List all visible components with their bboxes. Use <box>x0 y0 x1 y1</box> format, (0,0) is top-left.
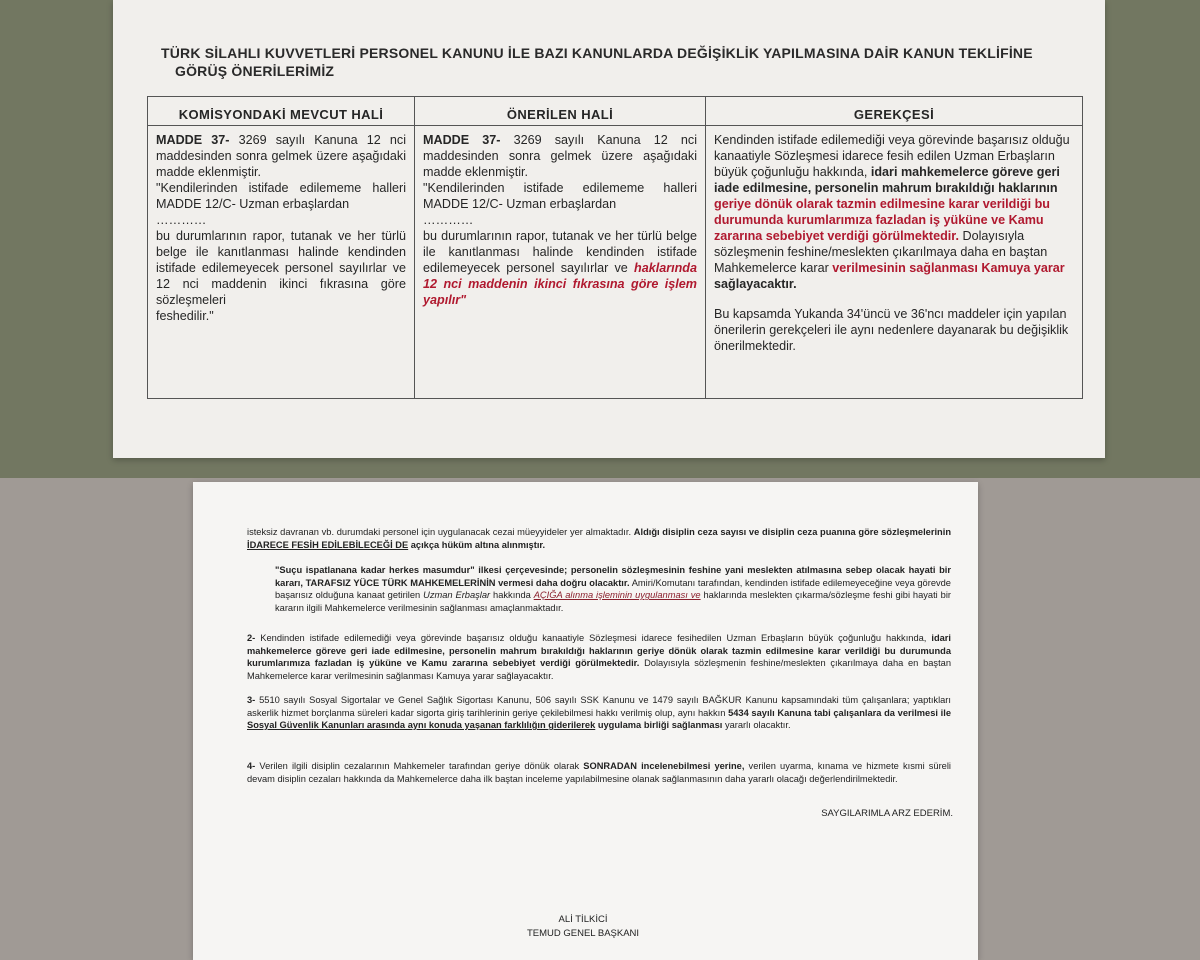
p2-number: 2- <box>247 633 256 643</box>
header-proposed-state: ÖNERİLEN HALİ <box>415 97 706 126</box>
p0-text-3: İDARECE FESİH EDİLEBİLECEĞİ DE <box>247 539 409 550</box>
p2-text-2: idari mahkemelerce göreve geri iade edilmesine, personelin mahrum bırakıldığı haklarının geriye dönük olarak tazmin edilmesine karar verildiği bu durumunda kurumlarımıza fazladan iş yüküne ve Kamu zararına sebebiyet verdiği görülmektedir. <box>247 633 951 668</box>
p1-text-3: Uzman Erbaşlar <box>423 590 491 600</box>
current-madde-paragraph <box>156 132 406 180</box>
p4-text-3: verilen uyarma, kınama ve hizmete kısmi süreli devam disiplin cezaları hakkında da Mahkemelerce daha ilk baştan inceleme yapılabilmesine olanak sağlanmasının daha yararlı olacağı değerlendirilmektedir. <box>247 761 951 784</box>
document-page-top <box>113 0 1105 458</box>
header-current-state: KOMİSYONDAKİ MEVCUT HALİ <box>148 97 415 126</box>
title-line-2: GÖRÜŞ ÖNERİLERİMİZ <box>175 63 335 79</box>
p3-text-2: 5434 sayılı Kanuna tabi çalışanlara da verilmesi ile <box>728 707 952 718</box>
proposed-text-2: "Kendilerinden istifade edilememe halleri MADDE 12/C- Uzman erbaşlardan <box>423 181 697 211</box>
paragraph-2 <box>247 632 951 682</box>
p4-text-1: Verilen ilgili disiplin cezalarının Mahkemeler tarafından geriye dönük olarak <box>255 761 584 771</box>
justification-text-e: verilmesinin sağlanması Kamuya yarar <box>832 261 1065 275</box>
p3-text-1: 5510 sayılı Sosyal Sigortalar ve Genel Sağlık Sigortası Kanunu, 506 sayılı SSK Kanunu ve 1479 sayılı BAĞKUR Kanunu kapsamındaki tüm çalışanlara; yaptıkları askerlik hizmet borçlanma süreleri kadar sigorta giriş tarihlerinin geriye çekilebilmesi hakkı verilmiş olup, aynı hakkın <box>247 695 951 718</box>
justification-text-f: sağlayacaktır. <box>714 277 797 291</box>
current-text-2: "Kendilerinden istifade edilememe halleri MADDE 12/C- Uzman erbaşlardan <box>156 181 406 211</box>
current-text-3: bu durumlarının rapor, tutanak ve her türlü belge ile kanıtlanması halinde kendinden istifade edilemeyecek personel sayılırlar ve 12 nci maddenin ikinci fıkrasına göre sözleşmeleri <box>156 229 406 307</box>
p0-text-4: açıkça hüküm altına alınmıştır. <box>408 539 546 550</box>
proposed-text-1: 3269 sayılı Kanuna 12 nci maddesinden sonra gelmek üzere aşağıdaki madde eklenmiştir. <box>423 133 697 179</box>
justification-text-c: geriye dönük olarak tazmin edilmesine karar verildiği bu durumunda kurumlarımıza fazladan iş yüküne ve Kamu zararına sebebiyet verdiği görülmektedir. <box>714 197 1050 243</box>
p3-text-5: yararlı olacaktır. <box>722 720 791 730</box>
proposed-text-3-highlight: haklarında 12 nci maddenin ikinci fıkrasına göre işlem yapılır" <box>423 261 697 307</box>
signature-name: ALİ TİLKİCİ <box>558 914 608 925</box>
paragraph-1 <box>247 564 951 614</box>
justification-paragraph-1 <box>714 132 1074 292</box>
p1-text-4: hakkında <box>490 590 534 600</box>
p1-text-1: "Suçu ispatlanana kadar herkes masumdur" ilkesi çerçevesinde; personelin sözleşmesinin feshine yani meslekten atılmasına sebep olacak hayati bir kararı, TARAFSIZ YÜCE TÜRK MAHKEMELERİNİN vermesi daha doğru olacaktır. <box>275 565 951 588</box>
header-justification: GEREKÇESİ <box>706 97 1083 126</box>
cell-current-state <box>148 126 415 399</box>
proposed-text-3-plain: bu durumlarının rapor, tutanak ve her türlü belge ile kanıtlanması halinde kendinden istifade edilemeyecek personel sayılırlar ve <box>423 229 697 275</box>
p2-text-3: Dolayısıyla sözleşmenin feshine/meslekten çıkarılmaya daha en baştan Mahkemelerce karar verilmesinin sağlanması Kamuya yarar sağlayacaktır. <box>247 658 951 681</box>
justification-paragraph-2: Bu kapsamda Yukanda 34'üncü ve 36'ncı maddeler için yapılan önerilerin gerekçeleri ile aynı nedenlere dayanarak bu değişiklik önerilmektedir. <box>714 307 1069 353</box>
current-madde-label: MADDE 37- <box>156 133 230 147</box>
proposed-madde-paragraph <box>423 132 697 180</box>
current-dots: ………… <box>156 213 207 227</box>
p4-text-2: SONRADAN incelenebilmesi yerine, <box>583 761 745 771</box>
p3-text-4: uygulama birliği sağlanması <box>595 720 723 730</box>
cell-proposed-state <box>415 126 706 399</box>
signature-title: TEMUD GENEL BAŞKANI <box>526 928 640 939</box>
p3-text-3: Sosyal Güvenlik Kanunları arasında aynı konuda yaşanan farklılığın giderilerek <box>247 720 596 730</box>
p1-text-6: haklarında meslekten çıkarma/sözleşme feshi gibi hayati bir kararın ilgili Mahkemelerce verilmesinin sağlanması amaçlanmaktadır. <box>275 590 951 613</box>
paragraph-0 <box>247 526 951 551</box>
document-title <box>161 44 1041 80</box>
justification-text-d: Dolayısıyla sözleşmenin feshine/meslekten çıkarılmaya daha en baştan Mahkemelerce karar <box>714 229 1048 275</box>
p1-text-5: AÇIĞA alınma işleminin uygulanması ve <box>533 590 701 600</box>
title-line-1: TÜRK SİLAHLI KUVVETLERİ PERSONEL KANUNU İLE BAZI KANUNLARDA DEĞİŞİKLİK YAPILMASINA DAİR KANUN TEKLİFİNE <box>161 45 1033 61</box>
paragraph-4 <box>247 760 951 785</box>
proposed-dots: ………… <box>423 213 474 227</box>
justification-text-b: idari mahkemelerce göreve geri iade edilmesine, personelin mahrum bırakıldığı haklarının <box>714 165 1060 195</box>
current-text-4: feshedilir." <box>156 309 214 323</box>
comparison-table <box>147 96 1083 399</box>
p1-text-2: Amiri/Komutanı tarafından, kendinden istifade edilemeyeceğine veya görevde başarısız olduğuna kanaat getirilen <box>275 577 951 600</box>
p0-text-2: Aldığı disiplin ceza sayısı ve disiplin ceza puanına göre sözleşmelerinin <box>633 527 951 537</box>
proposed-text-3 <box>423 228 697 308</box>
closing-salutation: SAYGILARIMLA ARZ EDERİM. <box>821 808 953 819</box>
p2-text-1: Kendinden istifade edilemediği veya görevinde başarısız olduğu kanaatiyle Sözleşmesi idarece fesihedilen Uzman Erbaşların büyük çoğunluğu hakkında, <box>255 633 932 643</box>
p3-number: 3- <box>247 695 256 705</box>
document-page-bottom <box>193 482 978 960</box>
p4-number: 4- <box>247 761 256 771</box>
justification-text-a: Kendinden istifade edilemediği veya görevinde başarısız olduğu kanaatiyle Sözleşmesi idarece fesih edilen Uzman Erbaşların büyük çoğunluğu hakkında, <box>714 133 1070 179</box>
p0-text-1: isteksiz davranan vb. durumdaki personel için uygulanacak cezai müeyyideler yer almaktadır. <box>247 527 634 537</box>
cell-justification <box>706 126 1083 399</box>
current-text-1: 3269 sayılı Kanuna 12 nci maddesinden sonra gelmek üzere aşağıdaki madde eklenmiştir. <box>156 133 406 179</box>
proposed-madde-label: MADDE 37- <box>423 133 501 147</box>
paragraph-3 <box>247 694 951 732</box>
